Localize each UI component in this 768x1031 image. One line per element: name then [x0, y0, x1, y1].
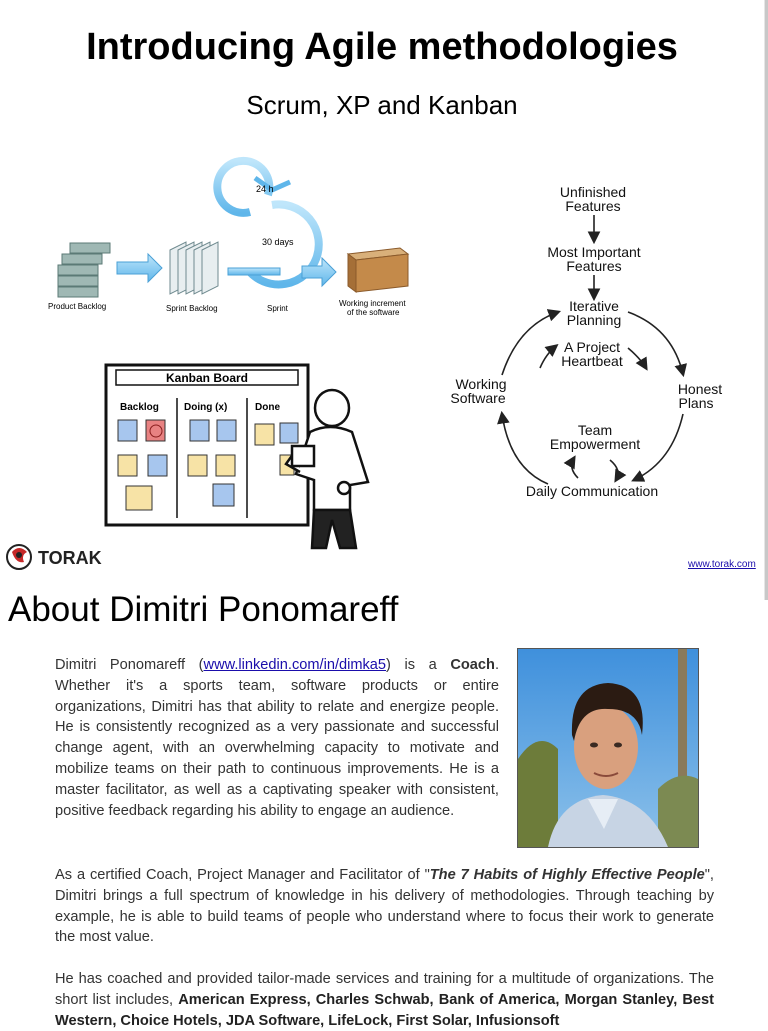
cycle-label: Working: [455, 376, 507, 392]
scrum-diagram: [40, 150, 430, 325]
torak-website-link[interactable]: www.torak.com: [688, 559, 756, 570]
coach-bold-text: Coach: [450, 657, 495, 673]
kanban-title: Kanban Board: [165, 371, 249, 385]
stage-label: Working increment: [339, 299, 406, 308]
stage-label: Sprint: [267, 304, 288, 313]
loop-daily-label: 24 h: [256, 184, 274, 194]
torak-logo: [4, 540, 114, 574]
kanban-board-illustration: [100, 360, 390, 555]
about-heading: About Dimitri Ponomareff: [8, 590, 399, 629]
cycle-label: Team: [577, 422, 613, 438]
page-subtitle: Scrum, XP and Kanban: [246, 90, 518, 120]
cycle-label: Planning: [566, 312, 622, 328]
bio-text: He has coached and provided tailor-made services and training for a multitude of organizations. The short list includes,: [55, 971, 714, 1008]
product-backlog-icon: [58, 243, 110, 297]
xp-cycle-diagram: [440, 178, 740, 508]
cycle-label: A Project: [563, 339, 621, 355]
loop-sprint-label: 30 days: [262, 237, 294, 247]
cycle-label: Unfinished: [559, 184, 627, 200]
cycle-label: Software: [450, 390, 506, 406]
sprint-backlog-icon: [170, 242, 218, 294]
kanban-column-header: Doing (x): [184, 402, 228, 413]
bio-text: ", Dimitri brings a full spectrum of knowledge in his delivery of methodologies. Through teaching by example, he is able to build teams of people who understand where to focus their work to generate the most value.: [55, 867, 714, 946]
increment-box-icon: [348, 248, 408, 292]
cycle-label: Plans: [678, 395, 714, 411]
kanban-column-header: Done: [255, 402, 280, 413]
bio-text: ) is a: [386, 657, 451, 673]
bio-paragraph-2: [55, 865, 714, 948]
cycle-label: Empowerment: [549, 436, 641, 452]
stage-label: Product Backlog: [48, 302, 107, 311]
cycle-label: Iterative: [569, 298, 619, 314]
bio-paragraph-3: [55, 969, 714, 1031]
arrow-icon: [117, 254, 162, 282]
portrait-photo: [517, 648, 699, 848]
logo-text: TORAK: [38, 548, 102, 568]
bio-text: As a certified Coach, Project Manager and Facilitator of ": [55, 867, 430, 883]
bio-paragraph-1: [55, 655, 499, 821]
cycle-label: Daily Communication: [525, 483, 659, 499]
page-edge-inner: [764, 0, 765, 600]
cycle-label: Honest: [677, 381, 723, 397]
arrow-icon: [228, 268, 280, 275]
cycle-label: Features: [566, 258, 622, 274]
stage-label: Sprint Backlog: [166, 304, 218, 313]
bio-text: . Whether it's a sports team, software products or entire organizations, Dimitri has that ability to relate and energize people. He is consistently recognized as a very passionate and successful change agent, with an overwhelming capacity to motivate and mobilize teams on their path to continuous improvements. He is a master facilitator, as well as a captivating speaker with consistent, positive feedback regarding his ability to engage an audience.: [55, 657, 499, 819]
kanban-column-header: Backlog: [120, 402, 159, 413]
stage-label: of the software: [347, 308, 400, 317]
linkedin-link[interactable]: www.linkedin.com/in/dimka5: [203, 657, 387, 673]
page-title: Introducing Agile methodologies: [86, 26, 678, 68]
bio-text: Dimitri Ponomareff (: [55, 657, 204, 673]
cycle-label: Features: [565, 198, 621, 214]
cycle-label: Heartbeat: [561, 353, 623, 369]
book-title: The 7 Habits of Highly Effective People: [429, 867, 705, 883]
client-list: American Express, Charles Schwab, Bank of America, Morgan Stanley, Best Western, Choice Hotels, JDA Software, LifeLock, First Solar, Infusionsoft: [55, 991, 714, 1029]
cycle-label: Most Important: [547, 244, 641, 260]
